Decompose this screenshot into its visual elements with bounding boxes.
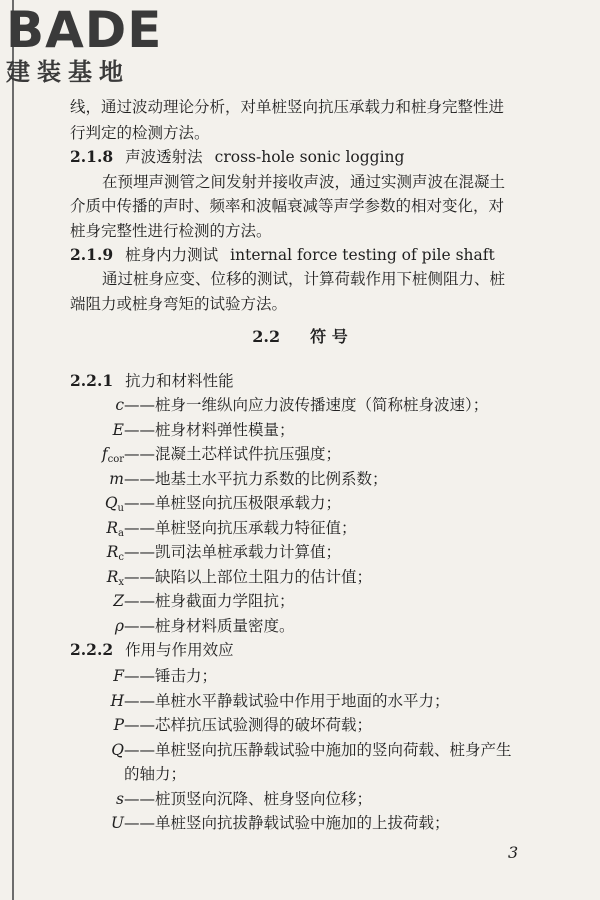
section-title: 符 号 — [310, 327, 348, 346]
symbol — [82, 493, 124, 519]
paragraph-line: 通过桩身应变、位移的测试，计算荷载作用下桩侧阻力、桩 — [102, 270, 506, 288]
symbol-description: ——单桩竖向抗拔静载试验中施加的上拔荷载； — [124, 814, 450, 832]
paragraph-line: 桩身完整性进行检测的方法。 — [70, 222, 272, 240]
symbol — [82, 567, 124, 593]
section-heading-2-2 — [0, 326, 600, 348]
logo-name: BADE — [6, 1, 163, 59]
symbol-definition — [82, 469, 388, 489]
symbol-letter: U — [110, 814, 124, 832]
symbol-letter: ρ — [114, 616, 124, 635]
clause-title-en: cross-hole sonic logging — [214, 148, 405, 166]
symbol-letter: H — [110, 691, 124, 710]
symbol-description: ——单桩水平静载试验中作用于地面的水平力； — [124, 691, 450, 710]
symbol-description: ——混凝土芯样试件抗压强度； — [124, 445, 342, 463]
symbol-description: ——缺陷以上部位土阻力的估计值； — [124, 567, 373, 586]
symbol-definition — [82, 740, 512, 760]
symbol — [82, 395, 124, 415]
symbol — [82, 813, 124, 833]
paragraph-line: 线，通过波动理论分析，对单桩竖向抗压承载力和桩身完整性进 — [70, 98, 505, 116]
symbol-definition — [82, 666, 217, 686]
symbol-letter: c — [115, 396, 124, 414]
symbol-letter: R — [106, 543, 119, 561]
symbol-letter: R — [106, 518, 119, 537]
clause-heading-2-2-2 — [70, 640, 234, 660]
clause-number: 2.1.9 — [70, 245, 114, 264]
symbol-subscript: u — [117, 503, 124, 514]
symbol-description: ——桩身一维纵向应力波传播速度（简称桩身波速）； — [124, 396, 489, 414]
paragraph-line: 端阻力或桩身弯矩的试验方法。 — [70, 295, 288, 313]
symbol-description: ——单桩竖向抗压承载力特征值； — [124, 518, 357, 537]
symbol-definition — [82, 789, 372, 809]
symbol-definition — [82, 715, 372, 735]
clause-title-en: internal force testing of pile shaft — [230, 246, 495, 264]
paragraph-line: 在预埋声测管之间发射并接收声波，通过实测声波在混凝土 — [102, 173, 506, 191]
clause-heading-2-1-9 — [70, 245, 495, 265]
symbol — [82, 444, 124, 470]
symbol-letter: s — [116, 789, 124, 808]
symbol-definition — [82, 591, 295, 611]
symbol-description: ——桩身材料弹性模量； — [124, 420, 295, 439]
symbol — [82, 469, 124, 489]
symbol-description: 的轴力； — [124, 765, 187, 783]
paragraph-line: 介质中传播的声时、频率和波幅衰减等声学参数的相对变化，对 — [70, 197, 505, 215]
symbol-definition — [82, 542, 341, 568]
symbol-definition — [82, 493, 341, 519]
symbol-letter: Q — [104, 494, 118, 512]
symbol-description: ——单桩竖向抗压静载试验中施加的竖向荷载、桩身产生 — [124, 740, 512, 759]
page-number: 3 — [508, 843, 519, 862]
symbol-description: ——桩身截面力学阻抗； — [124, 592, 295, 610]
clause-number: 2.2.1 — [70, 371, 114, 390]
symbol-definition — [82, 518, 357, 544]
symbol — [82, 666, 124, 686]
symbol-description: ——凯司法单桩承载力计算值； — [124, 543, 342, 561]
clause-title: 抗力和材料性能 — [125, 372, 234, 390]
symbol-subscript: x — [118, 576, 124, 588]
symbol-description: ——单桩竖向抗压极限承载力； — [124, 494, 342, 512]
symbol-definition — [82, 567, 372, 593]
symbol-letter: Z — [113, 592, 124, 610]
symbol-description: ——桩顶竖向沉降、桩身竖向位移； — [124, 789, 373, 808]
symbol — [82, 518, 124, 544]
symbol — [82, 740, 124, 760]
symbol — [82, 420, 124, 440]
symbol-subscript: cor — [107, 454, 124, 465]
symbol-definition — [82, 616, 295, 636]
section-number: 2.2 — [252, 327, 281, 346]
symbol-definition — [82, 420, 295, 440]
clause-number: 2.2.2 — [70, 640, 114, 659]
symbol-description: ——地基土水平抗力系数的比例系数； — [124, 469, 388, 488]
clause-heading-2-2-1 — [70, 371, 234, 391]
symbol-letter: E — [112, 420, 124, 439]
clause-title-cn: 声波透射法 — [125, 148, 203, 166]
logo-subtitle: 建装基地 — [6, 58, 130, 86]
symbol-description: ——芯样抗压试验测得的破坏荷载； — [124, 716, 373, 734]
symbol — [82, 789, 124, 809]
symbol-definition — [82, 764, 186, 784]
symbol — [82, 691, 124, 711]
paragraph-line: 行判定的检测方法。 — [70, 124, 210, 142]
symbol-description: ——锤击力； — [124, 667, 218, 685]
clause-heading-2-1-8 — [70, 147, 404, 167]
clause-number: 2.1.8 — [70, 147, 114, 166]
symbol-letter: f — [101, 445, 108, 463]
page-left-border — [12, 0, 14, 900]
symbol-letter: R — [106, 567, 119, 586]
symbol-description: ——桩身材料质量密度。 — [124, 616, 295, 635]
symbol-definition — [82, 444, 341, 470]
symbol — [82, 591, 124, 611]
symbol-definition — [82, 395, 488, 415]
symbol-subscript: c — [118, 552, 124, 563]
symbol-letter: m — [109, 469, 124, 488]
symbol-definition — [82, 691, 450, 711]
symbol-letter: F — [113, 667, 124, 685]
symbol — [82, 542, 124, 568]
bade-logo — [6, 1, 163, 86]
symbol-letter: Q — [111, 740, 124, 759]
clause-title-cn: 桩身内力测试 — [125, 246, 219, 264]
symbol-definition — [82, 813, 450, 833]
symbol — [82, 715, 124, 735]
symbol — [82, 616, 124, 636]
symbol-letter: P — [113, 716, 124, 734]
symbol-subscript: a — [118, 527, 124, 539]
clause-title: 作用与作用效应 — [125, 641, 234, 659]
